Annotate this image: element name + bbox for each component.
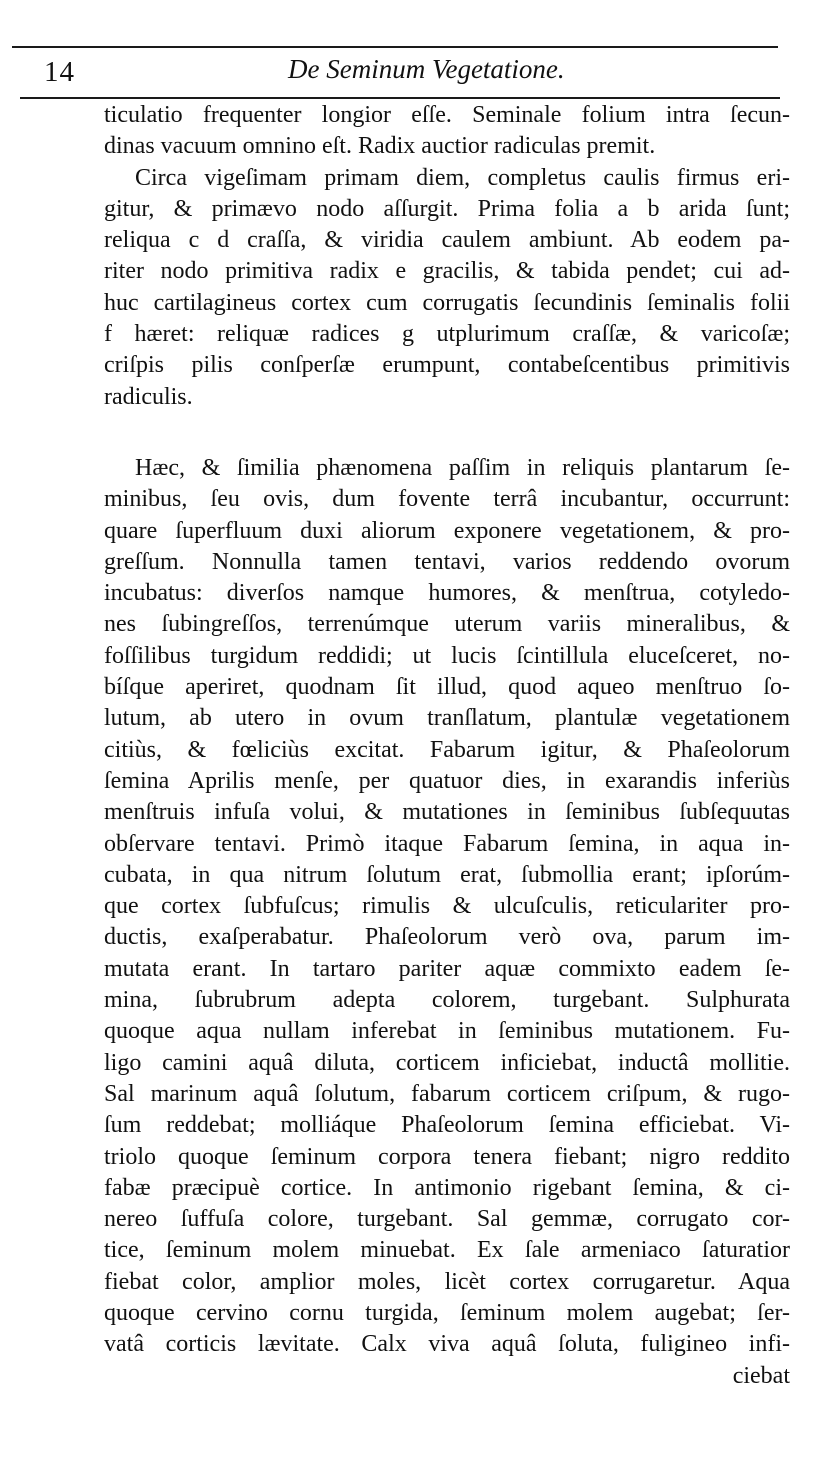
text-line: tice, ſeminum molem minuebat. Ex ſale armeniaco ſaturatior [104,1237,790,1264]
catchword: ciebat [732,1362,790,1389]
header-rule-bottom [20,97,780,99]
paragraph-2 [104,163,790,413]
text-line: ductis, exaſperabatur. Phaſeolorum verò ova, parum im- [104,924,790,951]
text-line: obſervare tentavi. Primò itaque Fabarum ſemina, in aqua in- [104,830,790,857]
text-line: cubata, in qua nitrum ſolutum erat, ſubmollia erant; ipſorúm- [104,861,790,888]
text-line: reliqua c d craſſa, & viridia caulem ambiunt. Ab eodem pa- [104,227,790,254]
text-line: triolo quoque ſeminum corpora tenera fiebant; nigro reddito [104,1143,790,1170]
text-line: incubatus: diverſos namque humores, & menſtrua, cotyledo- [104,580,790,607]
text-line: mina, ſubrubrum adepta colorem, turgebant. Sulphurata [104,987,790,1014]
text-line: radiculis. [104,383,193,410]
text-line: que cortex ſubfuſcus; rimulis & ulcuſculis, reticulariter pro- [104,893,790,920]
text-line: fiebat color, amplior moles, licèt cortex corrugaretur. Aqua [104,1268,790,1295]
text-line: Sal marinum aquâ ſolutum, fabarum corticem criſpum, & rugo- [104,1080,790,1107]
text-line: fabæ præcipuè cortice. In antimonio rigebant ſemina, & ci- [104,1174,790,1201]
text-line: bíſque aperiret, quodnam ſit illud, quod aqueo menſtruo ſo- [104,674,790,701]
text-line: ſemina Aprilis menſe, per quatuor dies, in exarandis inferiùs [104,767,790,794]
text-line: f hæret: reliquæ radices g utplurimum craſſæ, & varicoſæ; [104,321,790,348]
text-line: quare ſuperfluum duxi aliorum exponere vegetationem, & pro- [104,517,790,544]
text-line: lutum, ab utero in ovum tranſlatum, plantulæ vegetationem [104,705,790,732]
text-line: nereo ſuffuſa colore, turgebant. Sal gemmæ, corrugato cor- [104,1206,790,1233]
text-line: ſum reddebat; molliáque Phaſeolorum ſemina efficiebat. Vi- [104,1112,790,1139]
text-line: foſſilibus turgidum reddidi; ut lucis ſcintillula eluceſceret, no- [104,642,790,669]
text-line: minibus, ſeu ovis, dum fovente terrâ incubantur, occurrunt: [104,486,790,513]
text-line: huc cartilagineus cortex cum corrugatis ſecundinis ſeminalis folii [104,289,790,316]
text-line: mutata erant. In tartaro pariter aquæ commixto eadem ſe- [104,955,790,982]
paragraph-3 [104,453,790,1392]
text-line: Hæc, & ſimilia phænomena paſſim in reliquis plantarum ſe- [135,454,790,481]
text-line: Circa vigeſimam primam diem, completus caulis firmus eri- [135,164,790,191]
text-block [104,100,790,1392]
text-line: greſſum. Nonnulla tamen tentavi, varios reddendo ovorum [104,548,790,575]
text-line: nes ſubingreſſos, terrenúmque uterum variis mineralibus, & [104,611,790,638]
text-line: riter nodo primitiva radix e gracilis, & tabida pendet; cui ad- [104,258,790,285]
text-line: quoque aqua nullam inferebat in ſeminibus mutationem. Fu- [104,1018,790,1045]
running-head: De Seminum Vegetatione. [288,54,565,84]
text-line: menſtruis infuſa volui, & mutationes in ſeminibus ſubſequutas [104,799,790,826]
paragraph-gap [104,413,790,453]
text-line: gitur, & primævo nodo aſſurgit. Prima folia a b arida ſunt; [104,195,790,222]
text-line: citiùs, & fœliciùs excitat. Fabarum igitur, & Phaſeolorum [104,736,790,763]
text-line: dinas vacuum omnino eſt. Radix auctior radiculas premit. [104,133,656,160]
text-line: vatâ corticis lævitate. Calx viva aquâ ſoluta, fuligineo infi- [104,1331,790,1358]
page-number: 14 [44,56,75,88]
text-line: quoque cervino cornu turgida, ſeminum molem augebat; ſer- [104,1299,790,1326]
text-line: ligo camini aquâ diluta, corticem inficiebat, inductâ mollitie. [104,1049,790,1076]
paragraph-1 [104,100,790,163]
text-line: criſpis pilis conſperſæ erumpunt, contabeſcentibus primitivis [104,352,790,379]
header-rule-top [12,46,778,48]
text-line: ticulatio frequenter longior eſſe. Seminale folium intra ſecun- [104,102,790,128]
